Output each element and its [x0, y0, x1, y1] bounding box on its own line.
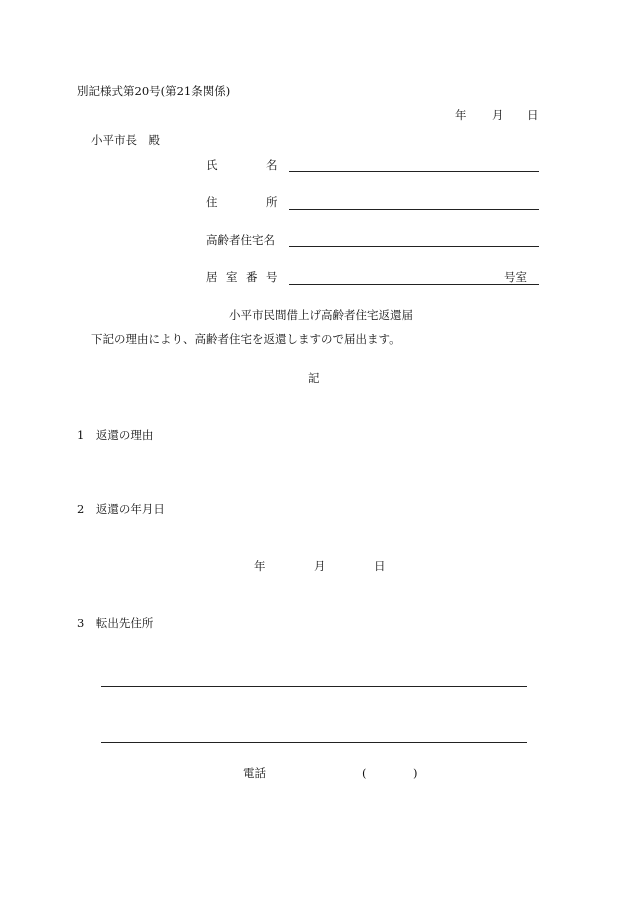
room-label-2: 室 — [226, 270, 238, 284]
name-field-line[interactable] — [289, 171, 539, 172]
date-header-month: 月 — [492, 108, 504, 122]
section-return-date: 2 返還の年月日 — [77, 502, 165, 516]
address-field-line[interactable] — [289, 209, 539, 210]
room-label-3: 番 — [246, 270, 258, 284]
return-date-month: 月 — [314, 559, 326, 573]
housing-name-label: 高齢者住宅名 — [206, 233, 275, 247]
room-label-1: 居 — [206, 270, 218, 284]
address-label-1: 住 — [206, 195, 218, 209]
housing-name-field-line[interactable] — [289, 246, 539, 247]
return-date-year: 年 — [254, 559, 266, 573]
date-header-day: 日 — [527, 108, 539, 122]
return-date-day: 日 — [374, 559, 386, 573]
new-address-line-2[interactable] — [101, 742, 527, 743]
phone-label: 電話 — [243, 766, 266, 780]
section-reason: 1 返還の理由 — [77, 428, 154, 442]
document-title: 小平市民間借上げ高齢者住宅返還届 — [229, 308, 413, 322]
section-new-address: 3 転出先住所 — [77, 616, 154, 630]
form-number: 別記様式第20号(第21条関係) — [77, 84, 231, 98]
phone-paren-close: ) — [413, 766, 418, 780]
addressee: 小平市長 殿 — [91, 133, 160, 147]
room-suffix: 号室 — [504, 270, 527, 284]
new-address-line-1[interactable] — [101, 686, 527, 687]
ki-heading: 記 — [308, 371, 320, 385]
room-label-4: 号 — [266, 270, 278, 284]
phone-paren-open: ( — [362, 766, 367, 780]
name-label-2: 名 — [266, 158, 278, 172]
room-field-line[interactable] — [289, 284, 539, 285]
address-label-2: 所 — [266, 195, 278, 209]
name-label-1: 氏 — [206, 158, 218, 172]
date-header-year: 年 — [455, 108, 467, 122]
intro-text: 下記の理由により、高齢者住宅を返還しますので届出ます。 — [91, 332, 401, 346]
